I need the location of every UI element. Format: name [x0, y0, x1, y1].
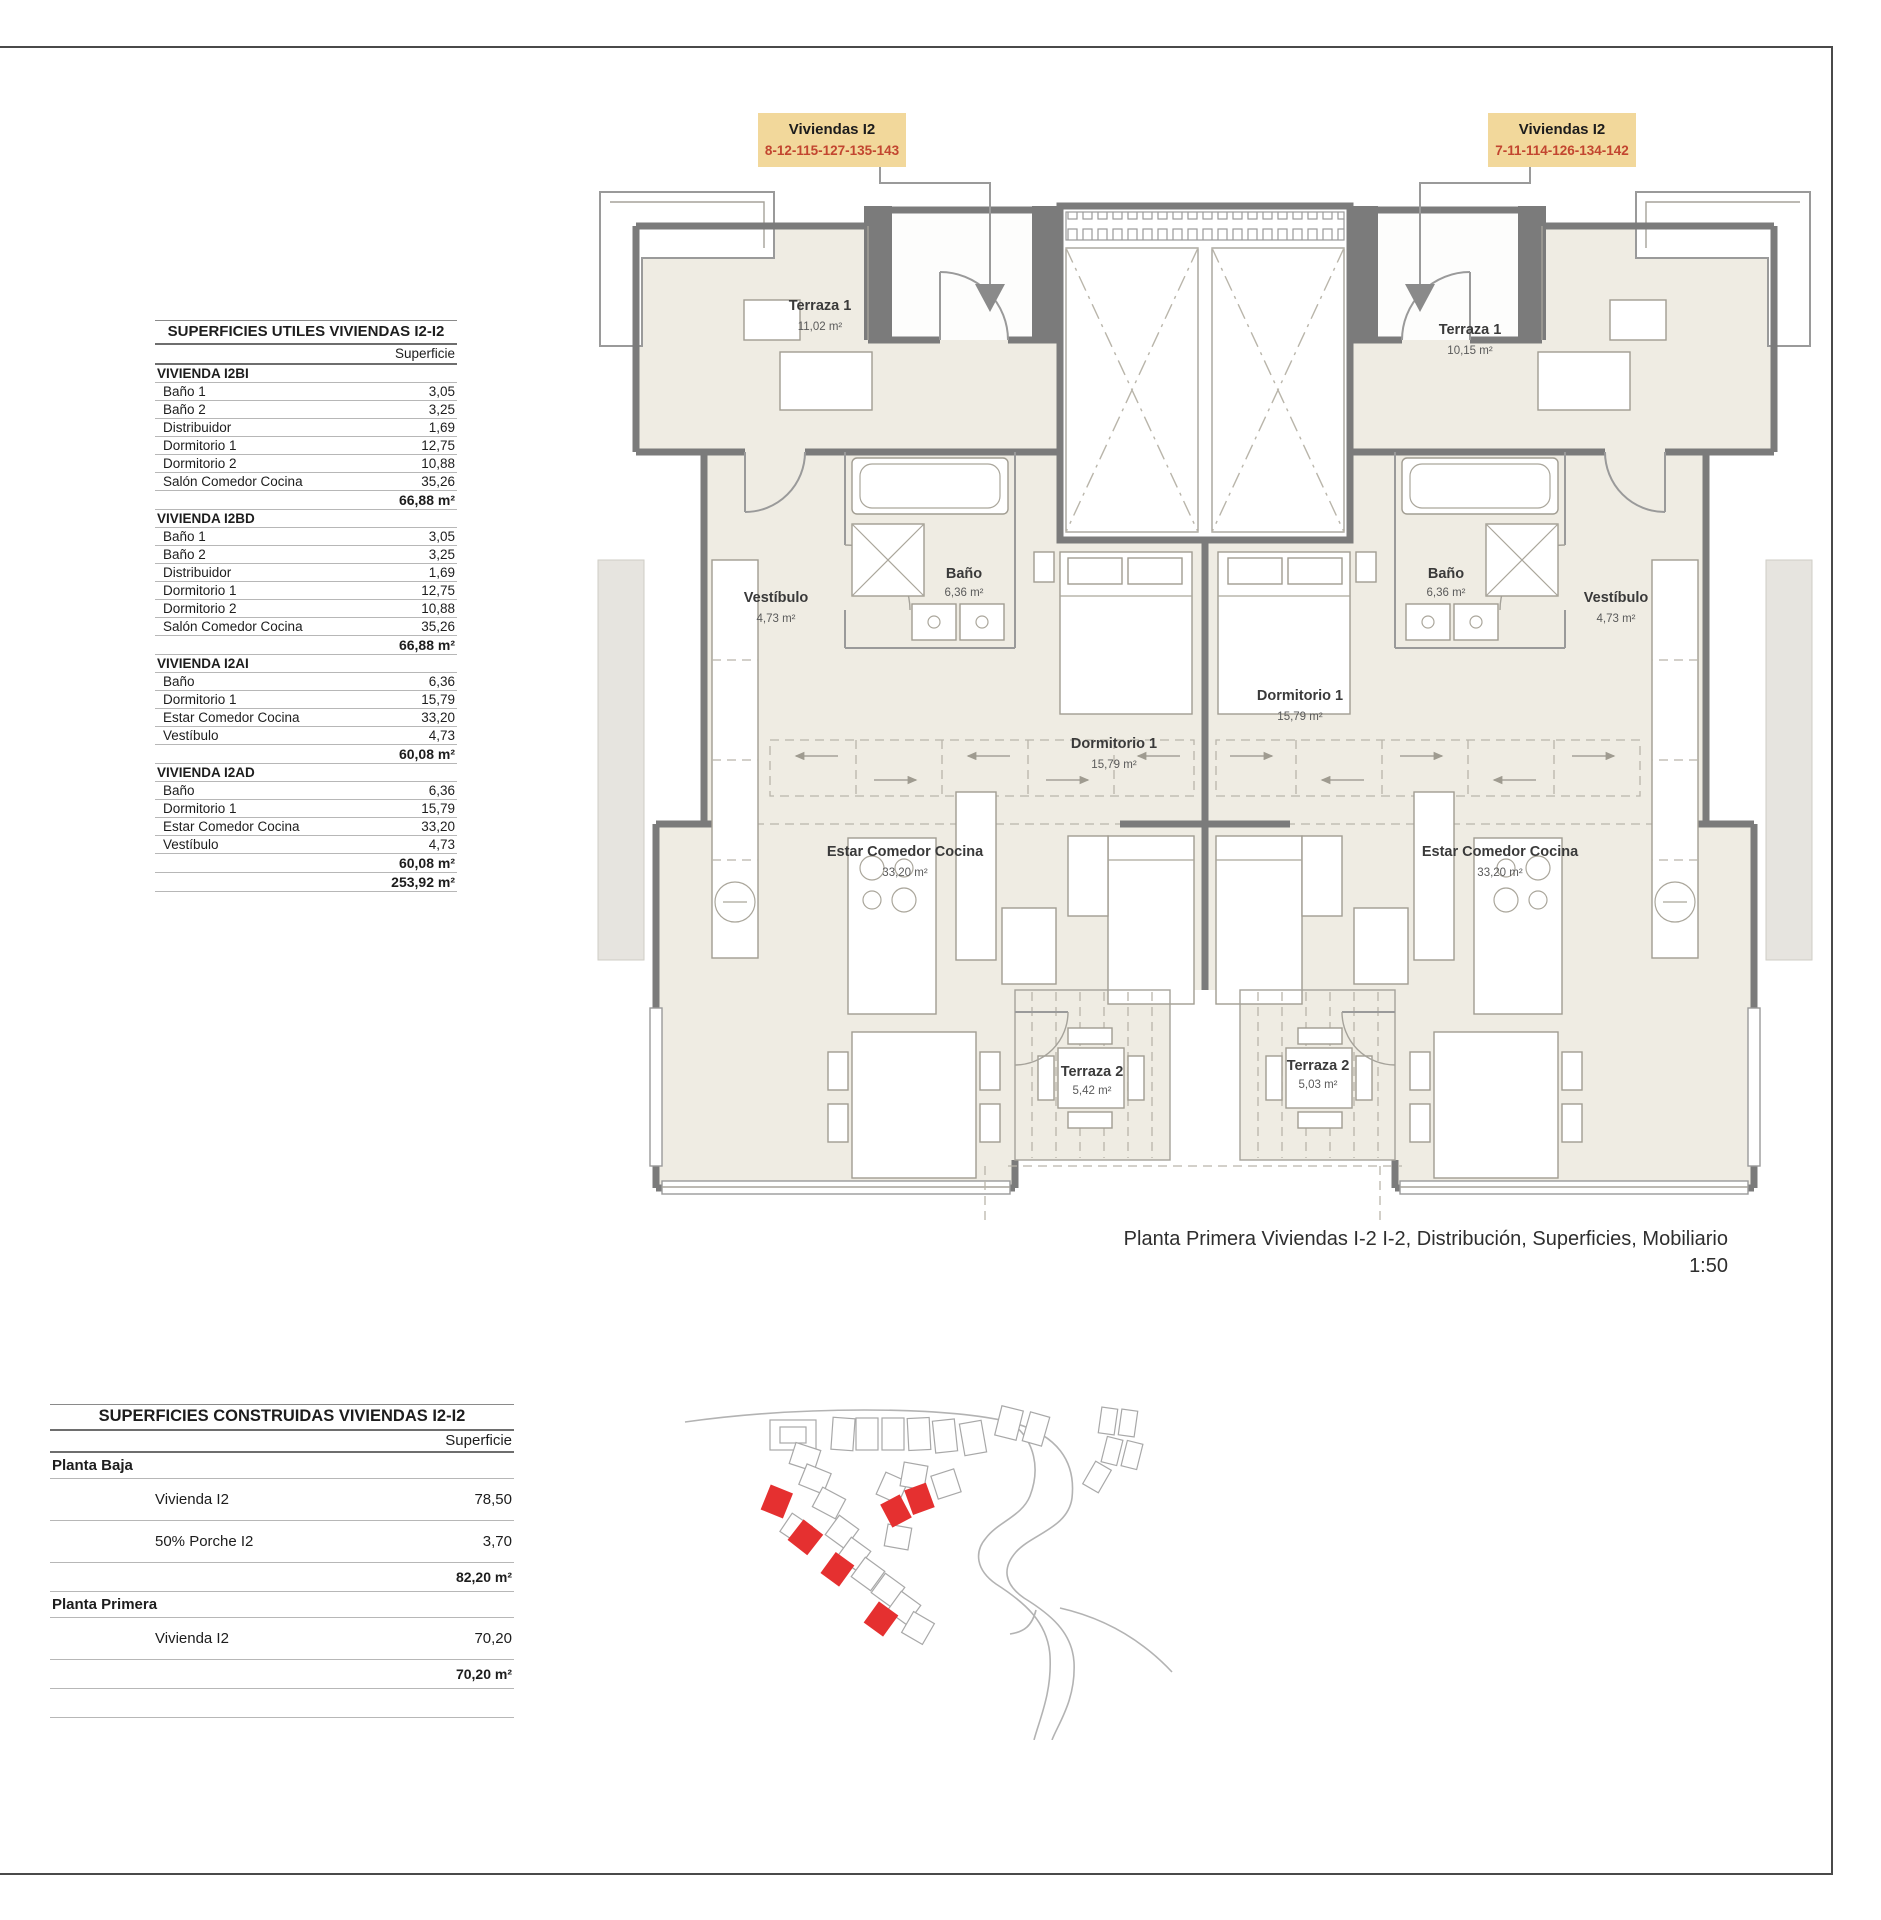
room-area: 33,20 m² — [882, 867, 928, 879]
callout-numbers: 7-11-114-126-134-142 — [1495, 143, 1629, 158]
room-label: Dormitorio 1 — [1070, 736, 1158, 752]
table-row: Vestíbulo 4,73 — [155, 836, 457, 854]
table-row: Baño 6,36 — [155, 673, 457, 691]
sheet-frame-right — [1831, 46, 1833, 1875]
table-row: VIVIENDA I2AD — [155, 764, 457, 782]
table-row: 253,92 m² — [155, 873, 457, 892]
sheet-frame-bottom — [0, 1873, 1833, 1875]
site-roads — [685, 1410, 1172, 1740]
floor-plan — [560, 90, 1820, 1220]
table-superficies-utiles — [155, 320, 457, 892]
table-row: Distribuidor 1,69 — [155, 419, 457, 437]
room-area: 4,73 m² — [756, 613, 796, 625]
room-area: 33,20 m² — [1477, 867, 1523, 879]
room-area: 6,36 m² — [1426, 587, 1466, 599]
room-label: Dormitorio 1 — [1256, 688, 1344, 704]
room-area: 6,36 m² — [944, 587, 984, 599]
table-row: VIVIENDA I2BI — [155, 365, 457, 383]
table-row: Dormitorio 1 15,79 — [155, 691, 457, 709]
table-row — [50, 1689, 514, 1718]
table-row: Baño 6,36 — [155, 782, 457, 800]
table-row: 66,88 m² — [155, 491, 457, 510]
table-row: Planta Primera — [50, 1592, 514, 1618]
room-area: 15,79 m² — [1091, 759, 1137, 771]
table-row: Vivienda I2 78,50 — [50, 1479, 514, 1521]
site-buildings — [770, 1406, 1143, 1645]
table-row: Dormitorio 1 12,75 — [155, 582, 457, 600]
table-row: 66,88 m² — [155, 636, 457, 655]
table-row: Vestíbulo 4,73 — [155, 727, 457, 745]
room-area: 15,79 m² — [1277, 711, 1323, 723]
table-row: Dormitorio 2 10,88 — [155, 455, 457, 473]
table-row: Dormitorio 1 15,79 — [155, 800, 457, 818]
room-label: Terraza 1 — [1438, 322, 1502, 338]
table-superficies-construidas — [50, 1404, 514, 1718]
table-rows — [50, 1453, 514, 1718]
table-row: Vivienda I2 70,20 — [50, 1618, 514, 1660]
table-row: Dormitorio 1 12,75 — [155, 437, 457, 455]
room-area: 4,73 m² — [1596, 613, 1636, 625]
table-row: Baño 2 3,25 — [155, 401, 457, 419]
sheet-frame-top — [0, 46, 1833, 48]
table-row: 60,08 m² — [155, 854, 457, 873]
room-area: 5,03 m² — [1298, 1079, 1338, 1091]
table-row: 82,20 m² — [50, 1563, 514, 1592]
table-column-header: Superficie — [50, 1431, 514, 1453]
caption-scale: 1:50 — [1689, 1255, 1728, 1277]
room-label: Estar Comedor Cocina — [826, 844, 984, 860]
table-row: Salón Comedor Cocina 35,26 — [155, 473, 457, 491]
table-row: Estar Comedor Cocina 33,20 — [155, 818, 457, 836]
room-label: Estar Comedor Cocina — [1421, 844, 1579, 860]
table-row: Baño 1 3,05 — [155, 383, 457, 401]
room-label: Terraza 1 — [788, 298, 852, 314]
table-row: Salón Comedor Cocina 35,26 — [155, 618, 457, 636]
room-area: 11,02 m² — [797, 321, 843, 333]
table-row: VIVIENDA I2AI — [155, 655, 457, 673]
room-label: Baño — [945, 566, 983, 582]
room-label: Terraza 2 — [1060, 1064, 1124, 1080]
room-area: 5,42 m² — [1072, 1085, 1112, 1097]
table-row: 50% Porche I2 3,70 — [50, 1521, 514, 1563]
room-label: Terraza 2 — [1286, 1058, 1350, 1074]
room-label: Vestíbulo — [1583, 590, 1649, 606]
pergola-dashed — [985, 1166, 1402, 1220]
table-row: Dormitorio 2 10,88 — [155, 600, 457, 618]
room-label: Vestíbulo — [743, 590, 809, 606]
table-rows — [155, 365, 457, 892]
table-title: SUPERFICIES CONSTRUIDAS VIVIENDAS I2-I2 — [50, 1404, 514, 1431]
drawing-caption — [968, 1226, 1728, 1280]
stair-hatch — [1066, 212, 1344, 240]
table-row: 60,08 m² — [155, 745, 457, 764]
room-area: 10,15 m² — [1447, 345, 1493, 357]
site-key-map — [680, 1400, 1180, 1740]
caption-text: Planta Primera Viviendas I-2 I-2, Distribución, Superficies, Mobiliario — [1123, 1228, 1728, 1250]
table-row: VIVIENDA I2BD — [155, 510, 457, 528]
table-row: Baño 2 3,25 — [155, 546, 457, 564]
table-row: 70,20 m² — [50, 1660, 514, 1689]
table-column-header: Superficie — [155, 345, 457, 365]
table-row: Baño 1 3,05 — [155, 528, 457, 546]
callout-title: Viviendas I2 — [788, 121, 876, 138]
callout-numbers: 8-12-115-127-135-143 — [764, 143, 900, 158]
table-title: SUPERFICIES UTILES VIVIENDAS I2-I2 — [155, 320, 457, 345]
room-label: Baño — [1427, 566, 1465, 582]
table-row: Planta Baja — [50, 1453, 514, 1479]
callout-title: Viviendas I2 — [1518, 121, 1606, 138]
stair-shaft — [1060, 206, 1350, 540]
table-row: Estar Comedor Cocina 33,20 — [155, 709, 457, 727]
table-row: Distribuidor 1,69 — [155, 564, 457, 582]
